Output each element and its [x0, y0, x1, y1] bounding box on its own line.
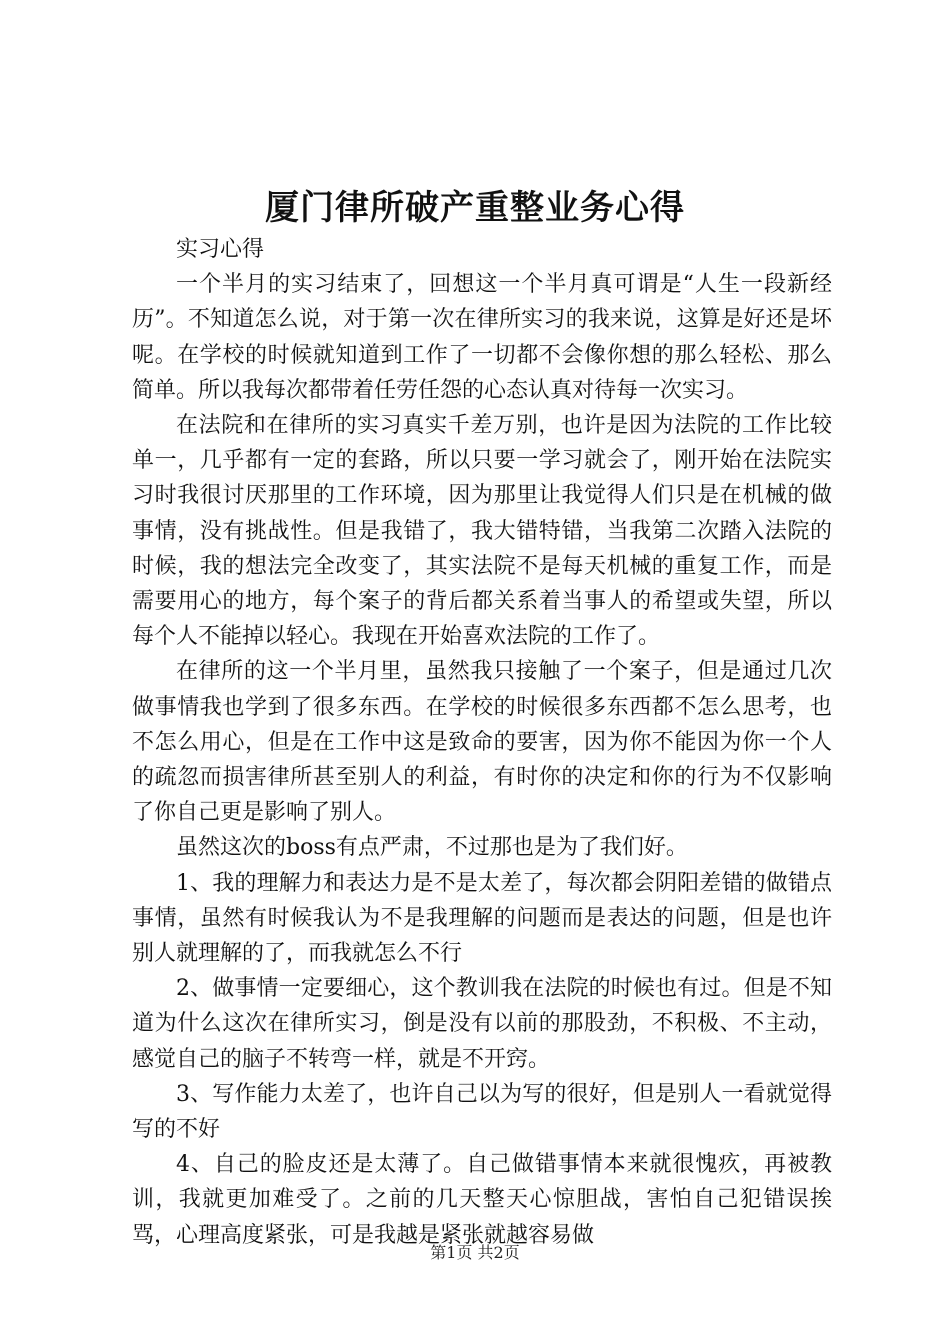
paragraph: 在法院和在律所的实习真实千差万别，也许是因为法院的工作比较单一，几乎都有一定的套路，所以只要一学习就会了，刚开始在法院实习时我很讨厌那里的工作环境，因为那里让我觉得人们只是在机械的做事情，没有挑战性。但是我错了，我大错特错，当我第二次踏入法院的时候，我的想法完全改变了，其实法院不是每天机械的重复工作，而是需要用心的地方，每个案子的背后都关系着当事人的希望或失望，所以每个人不能掉以轻心。我现在开始喜欢法院的工作了。 — [132, 413, 832, 650]
document-body — [132, 232, 832, 1253]
page-number: 第1页 共2页 — [430, 1243, 520, 1262]
list-item: 1、我的理解力和表达力是不是太差了，每次都会阴阳差错的做错点事情，虽然有时候我认为不是我理解的问题而是表达的问题，但是也许别人就理解的了，而我就怎么不行 — [132, 870, 832, 967]
paragraph: 一个半月的实习结束了，回想这一个半月真可谓是“人生一段新经历”。不知道怎么说，对于第一次在律所实习的我来说，这算是好还是坏呢。在学校的时候就知道到工作了一切都不会像你想的那么轻松、那么简单。所以我每次都带着任劳任怨的心态认真对待每一次实习。 — [132, 272, 832, 403]
paragraph: 在律所的这一个半月里，虽然我只接触了一个案子，但是通过几次做事情我也学到了很多东西。在学校的时候很多东西都不怎么思考，也不怎么用心，但是在工作中这是致命的要害，因为你不能因为你一个人的疏忽而损害律所甚至别人的利益，有时你的决定和你的行为不仅影响了你自己更是影响了别人。 — [132, 659, 832, 826]
paragraph: 虽然这次的boss有点严肃，不过那也是为了我们好。 — [176, 835, 688, 861]
document-title: 厦门律所破产重整业务心得 — [265, 188, 685, 228]
list-item: 4、自己的脸皮还是太薄了。自己做错事情本来就很愧疚，再被教训，我就更加难受了。之前的几天整天心惊胆战，害怕自己犯错误挨骂，心理高度紧张，可是我越是紧张就越容易做 — [132, 1152, 832, 1248]
list-item: 3、写作能力太差了，也许自己以为写的很好，但是别人一看就觉得写的不好 — [132, 1081, 832, 1143]
list-item: 2、做事情一定要细心，这个教训我在法院的时候也有过。但是不知道为什么这次在律所实习，倒是没有以前的那股劲，不积极、不主动，感觉自己的脑子不转弯一样，就是不开窍。 — [132, 976, 832, 1072]
paragraph-heading: 实习心得 — [176, 237, 265, 262]
